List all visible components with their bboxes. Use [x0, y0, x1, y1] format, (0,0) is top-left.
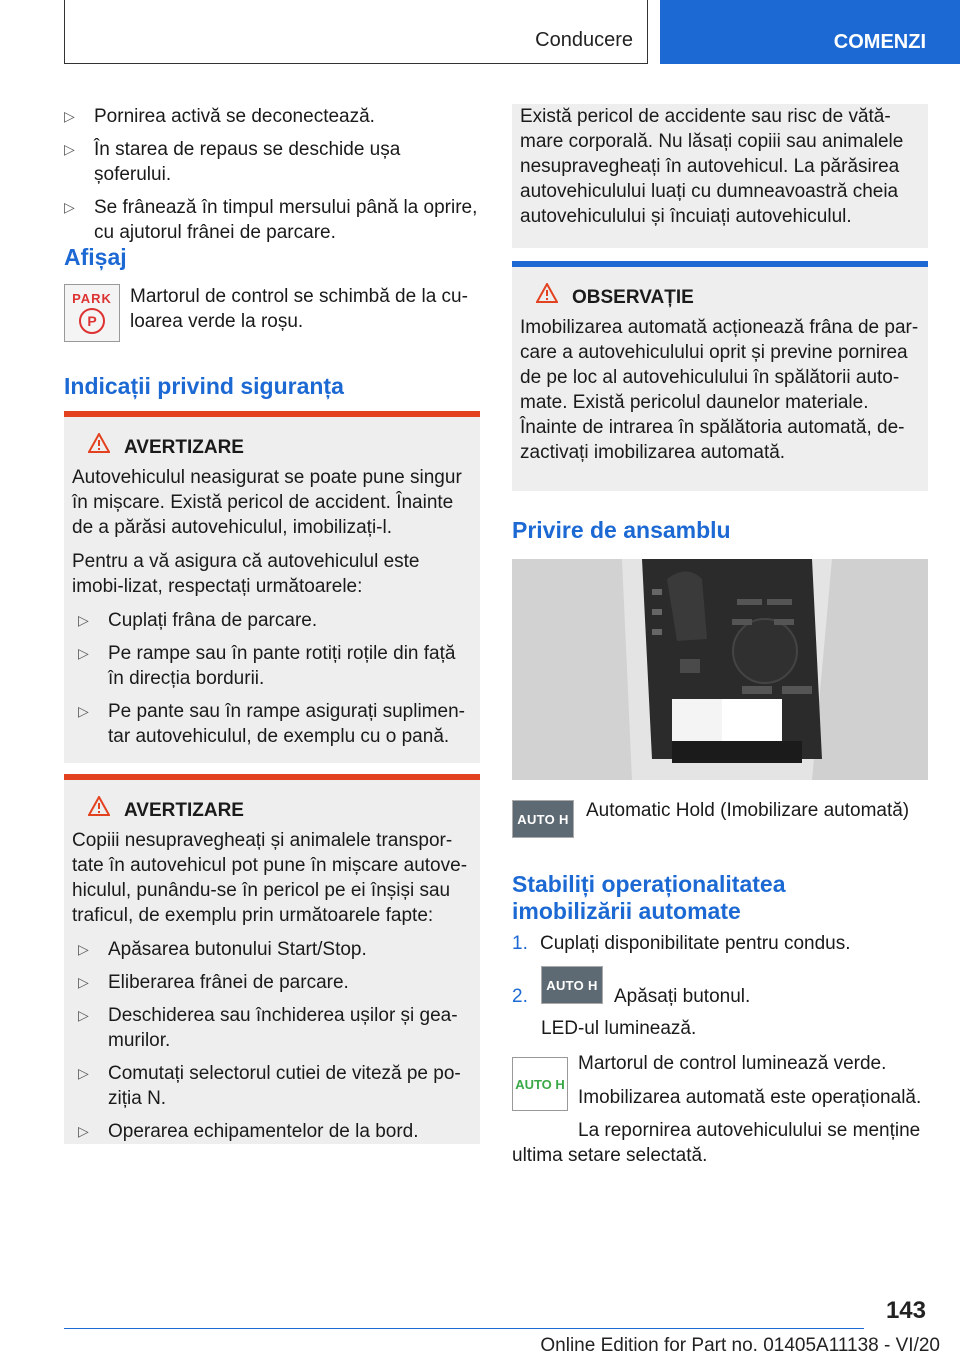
- list-item: ▷ Apăsarea butonului Start/Stop.: [78, 937, 472, 962]
- list-item: ▷ Eliberarea frânei de parcare.: [78, 970, 472, 995]
- note-box: [512, 261, 928, 491]
- park-icon-symbol: P: [79, 308, 105, 334]
- list-item: ▷ Pornirea activă se deconectează.: [64, 104, 480, 129]
- warning-title: [72, 796, 472, 823]
- console-photo: [512, 559, 928, 780]
- section-heading-overview: Privire de ansamblu: [512, 517, 731, 543]
- caution-triangle-icon: [536, 283, 572, 310]
- section-heading-enable-line2: imobilizării automate: [512, 898, 741, 924]
- step-1: [512, 931, 928, 956]
- warning-title-text: AVERTIZARE: [124, 800, 244, 821]
- warning-triangle-icon: [88, 433, 124, 460]
- section-heading-enable-line1: Stabiliți operaționalitatea: [512, 871, 786, 897]
- note-title-text: OBSERVAȚIE: [572, 287, 694, 308]
- footer-edition: Online Edition for Part no. 01405A11138 - VI/20: [540, 1335, 940, 1356]
- warning-triangle-icon: [88, 796, 124, 823]
- warning-bar: [64, 774, 480, 780]
- footer-divider: [64, 1328, 864, 1329]
- list-item: ▷ Operarea echipamentelor de la bord.: [78, 1119, 472, 1144]
- warning-continuation-box: [512, 104, 928, 248]
- list-item: ▷ Se frânează în timpul mersului până la oprire, cu ajutorul frânei de parcare.: [64, 195, 480, 245]
- header-section-title: Conducere: [535, 29, 633, 51]
- step-2-number: [512, 984, 540, 1009]
- list-item: ▷ În starea de repaus se deschide ușa șoferului.: [64, 137, 480, 187]
- auto-hold-indicator-icon: AUTO H: [512, 1057, 568, 1111]
- section-heading-safety: Indicații privind siguranța: [64, 373, 344, 399]
- warning-title-text: AVERTIZARE: [124, 437, 244, 458]
- list-item: ▷ Pe rampe sau în pante rotiți roțile din față în direcția bordurii.: [78, 641, 472, 691]
- warning-paragraph: Există pericol de accidente sau risc de vătă-mare corporală. Nu lăsați copiii sau animalele nesupravegheați în autovehicul. La părăsirea autovehiculului luați cu dumneavoastră cheia autovehiculului și încuiați autovehiculul.: [520, 106, 904, 227]
- step-number: 1.: [512, 933, 528, 954]
- header-chapter-tab[interactable]: COMENZI: [660, 0, 960, 64]
- step-text: Cuplați disponibilitate pentru condus.: [540, 933, 851, 954]
- step-number: 2.: [512, 986, 528, 1007]
- section-heading-enable: [512, 871, 928, 925]
- note-title: [520, 283, 920, 310]
- header-section-box: [64, 0, 648, 64]
- display-text: Martorul de control se schimbă de la cu-loarea verde la roșu.: [130, 286, 468, 332]
- warning-bar: [64, 411, 480, 417]
- restart-text: La repornirea autovehiculului se menține: [578, 1120, 921, 1141]
- note-paragraph: Imobilizarea automată acționează frâna de par-care a autovehiculului oprit și previne pornirea de pe loc al autovehiculului în spălătorii auto-mate. Există pericolul daunelor materiale. Înainte de intrarea în spălătoria automată, de-zactivați imobilizarea automată.: [520, 317, 919, 463]
- park-brake-icon: [64, 284, 120, 342]
- warning-paragraph: Pentru a vă asigura că autovehiculul este imobi-lizat, respectați următoarele:: [72, 551, 420, 597]
- auto-hold-caption: Automatic Hold (Imobilizare automată): [586, 800, 910, 821]
- page-number: 143: [885, 1297, 926, 1324]
- auto-hold-button-icon: AUTO H: [541, 966, 603, 1004]
- note-bar: [512, 261, 928, 267]
- warning-box-1: [64, 411, 480, 763]
- restart-text: ultima setare selectată.: [512, 1145, 708, 1166]
- list-item: ▷ Cuplați frâna de parcare.: [78, 608, 472, 633]
- list-item: ▷ Deschiderea sau închiderea ușilor și gea-murilor.: [78, 1003, 472, 1053]
- list-item: ▷ Comutați selectorul cutiei de viteză pe po-ziția N.: [78, 1061, 472, 1111]
- led-text: LED-ul luminează.: [541, 1018, 697, 1039]
- warning-paragraph: Copiii nesupravegheați și animalele transpor-tate în autovehicul pot pune în mișcare autove-hiculul, punându-se în pericol pe ei înșiși sau traficul, de exemplu prin următoarele fapte:: [72, 830, 468, 926]
- indicator-text: Martorul de control luminează verde.: [578, 1053, 887, 1074]
- intro-list: [64, 104, 480, 253]
- warning-list: [78, 608, 472, 749]
- warning-list: [78, 937, 472, 1144]
- warning-title: [72, 433, 472, 460]
- list-item: ▷ Pe pante sau în rampe asigurați suplimen-tar autovehiculul, de exemplu cu o pană.: [78, 699, 472, 749]
- step-text: Apăsați butonul.: [614, 986, 751, 1007]
- warning-paragraph: Autovehiculul neasigurat se poate pune singur în mișcare. Există pericol de accident. Înainte de a părăsi autovehiculul, imobilizați-l.: [72, 467, 462, 538]
- indicator-text: Imobilizarea automată este operațională.: [578, 1087, 922, 1108]
- section-heading-display: Afișaj: [64, 244, 127, 270]
- park-icon-label: PARK: [72, 291, 112, 306]
- warning-box-2: [64, 774, 480, 1144]
- auto-hold-icon: AUTO H: [512, 800, 574, 838]
